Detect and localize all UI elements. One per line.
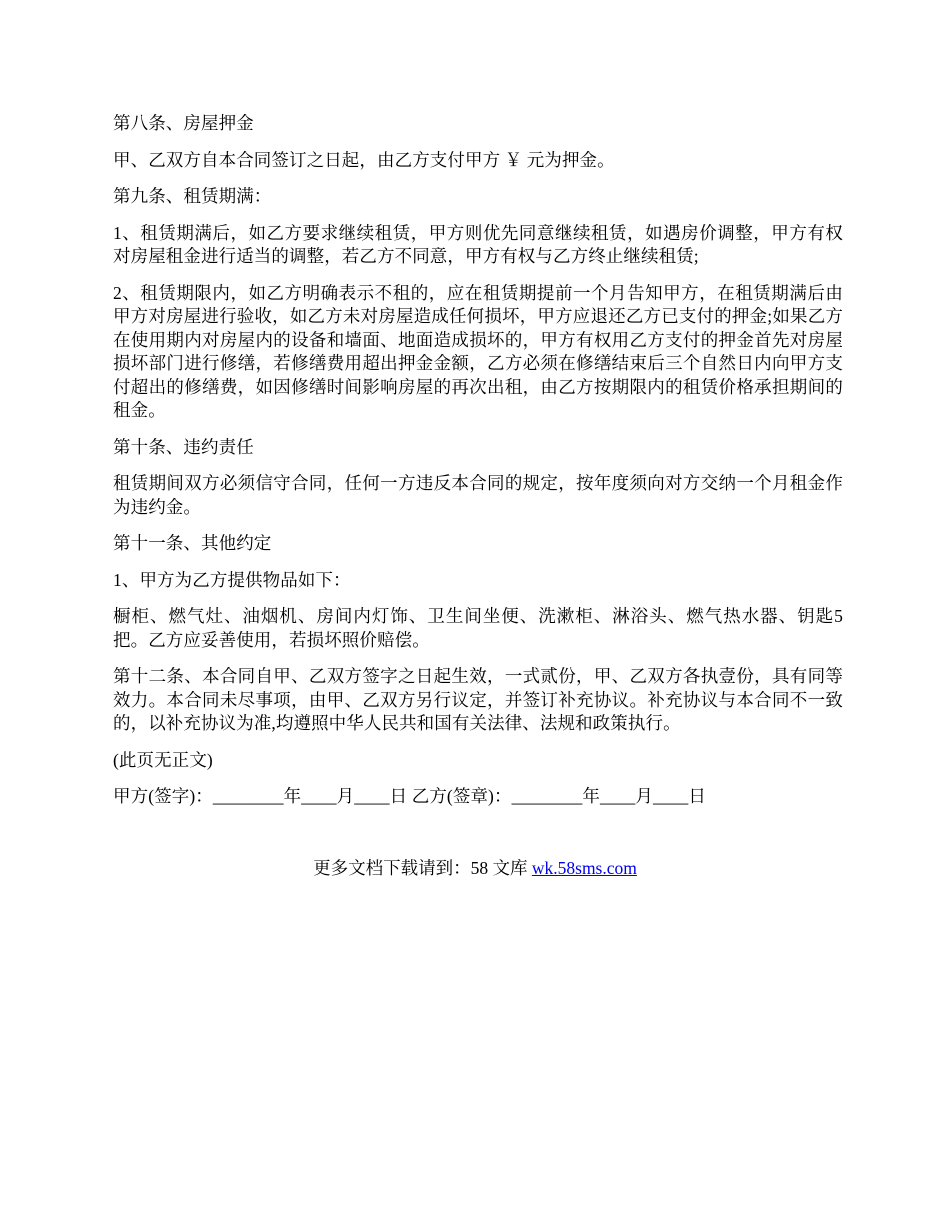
provided-items-intro: 1、甲方为乙方提供物品如下： <box>113 569 351 590</box>
provided-items-list: 橱柜、燃气灶、油烟机、房间内灯饰、卫生间坐便、洗漱柜、淋浴头、燃气热水器、钥匙5把。乙方应妥善使用，若损坏照价赔偿。 <box>113 606 843 650</box>
footer-text: 更多文档下载请到：58 文库 <box>313 858 532 878</box>
article-8-heading: 第八条、房屋押金 <box>113 113 254 133</box>
deposit-clause: 甲、乙双方自本合同签订之日起，由乙方支付甲方 ￥ 元为押金。 <box>113 149 615 170</box>
signature-line: 甲方(签字)：________年____月____日 乙方(签章)：________年____月____日 <box>113 786 706 806</box>
breach-clause: 租赁期间双方必须信守合同，任何一方违反本合同的规定，按年度须向对方交纳一个月租金作为违约金。 <box>113 473 843 517</box>
article-11-heading: 第十一条、其他约定 <box>113 533 272 553</box>
article-10-heading: 第十条、违约责任 <box>113 436 254 457</box>
no-text-note: (此页无正文) <box>113 749 213 770</box>
document-body <box>113 112 843 822</box>
download-footer <box>0 857 950 880</box>
early-termination-clause: 2、租赁期限内，如乙方明确表示不租的，应在租赁期提前一个月告知甲方，在租赁期满后由甲方对房屋进行验收，如乙方未对房屋造成任何损坏，甲方应退还乙方已支付的押金;如果乙方在使用期内对房屋内的设备和墙面、地面造成损坏的，甲方有权用乙方支付的押金首先对房屋损坏部门进行修缮，若修缮费用超出押金金额，乙方必须在修缮结束后三个自然日内向甲方支付超出的修缮费，如因修缮时间影响房屋的再次出租，由乙方按期限内的租赁价格承担期间的租金。 <box>113 282 843 420</box>
footer-link[interactable]: wk.58sms.com <box>531 858 637 878</box>
article-9-heading: 第九条、租赁期满： <box>113 186 272 206</box>
article-12-clause: 第十二条、本合同自甲、乙双方签字之日起生效，一式贰份，甲、乙双方各执壹份，具有同等效力。本合同未尽事项，由甲、乙双方另行议定，并签订补充协议。补充协议与本合同不一致的，以补充协议为准,均遵照中华人民共和国有关法律、法规和政策执行。 <box>113 666 843 733</box>
lease-renewal-clause: 1、租赁期满后，如乙方要求继续租赁，甲方则优先同意继续租赁，如遇房价调整，甲方有权对房屋租金进行适当的调整，若乙方不同意，甲方有权与乙方终止继续租赁; <box>113 222 843 266</box>
